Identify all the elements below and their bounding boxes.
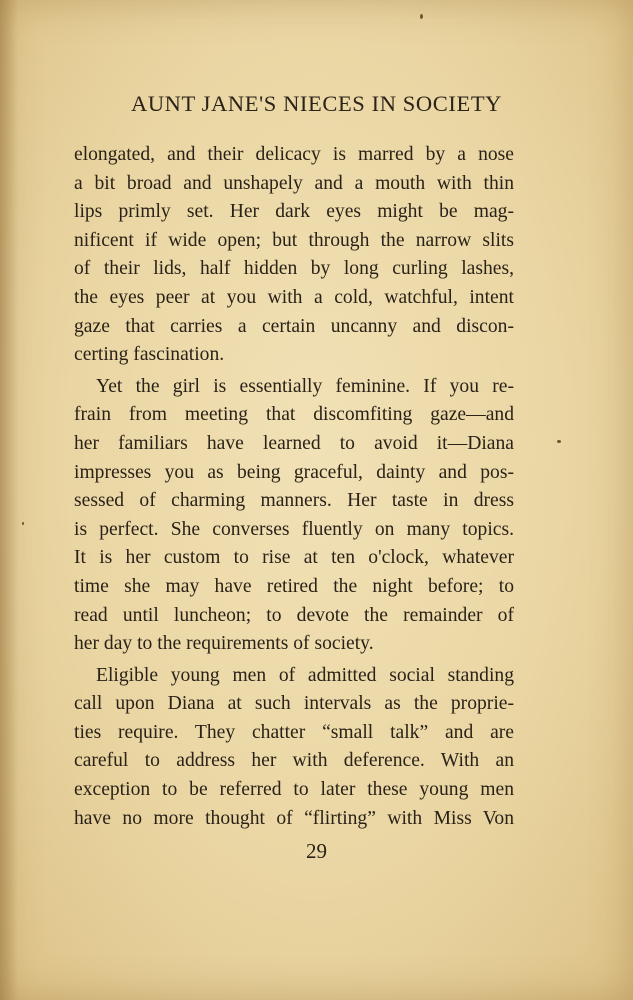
text-line: Yet the girl is essentially feminine. If you re- (96, 375, 514, 397)
text-line: sessed of charming manners. Her taste in dress (74, 490, 514, 512)
paragraph-1 (74, 141, 514, 370)
paper-speck (22, 522, 24, 525)
text-line: lips primly set. Her dark eyes might be mag- (74, 201, 514, 223)
body-text (74, 141, 514, 833)
text-line: of their lids, half hidden by long curling lashes, (74, 258, 514, 280)
paper-speck (557, 440, 561, 443)
text-line: It is her custom to rise at ten o'clock, whatever (74, 547, 514, 569)
text-line: careful to address her with deference. With an (74, 750, 514, 772)
text-line: ties require. They chatter “small talk” and are (74, 721, 514, 743)
text-line: her day to the requirements of society. (74, 633, 374, 655)
text-line: gaze that carries a certain uncanny and discon- (74, 315, 514, 337)
text-line: is perfect. She converses fluently on many topics. (74, 518, 514, 540)
text-line: the eyes peer at you with a cold, watchful, intent (74, 286, 514, 308)
text-line: read until luncheon; to devote the remainder of (74, 604, 514, 626)
text-line: frain from meeting that discomfiting gaze—and (74, 404, 514, 426)
text-line: Eligible young men of admitted social standing (96, 664, 514, 686)
text-line: a bit broad and unshapely and a mouth with thin (74, 172, 514, 194)
text-line: elongated, and their delicacy is marred by a nose (74, 144, 514, 165)
text-line: certing fascination. (74, 344, 225, 366)
paragraph-3 (74, 662, 514, 834)
text-line: have no more thought of “flirting” with Miss Von (74, 807, 514, 829)
text-line: exception to be referred to later these young men (74, 779, 514, 801)
running-head: AUNT JANE'S NIECES IN SOCIETY (130, 91, 503, 116)
text-line: her familiars have learned to avoid it—Diana (74, 432, 514, 454)
text-line: time she may have retired the night before; to (74, 575, 514, 597)
text-line: impresses you as being graceful, dainty and pos- (74, 461, 514, 483)
page-number: 29 (306, 839, 327, 863)
text-line: call upon Diana at such intervals as the proprie- (74, 693, 514, 715)
text-line: nificent if wide open; but through the narrow slits (74, 229, 514, 251)
paper-speck (420, 14, 423, 19)
paragraph-2 (74, 373, 514, 659)
